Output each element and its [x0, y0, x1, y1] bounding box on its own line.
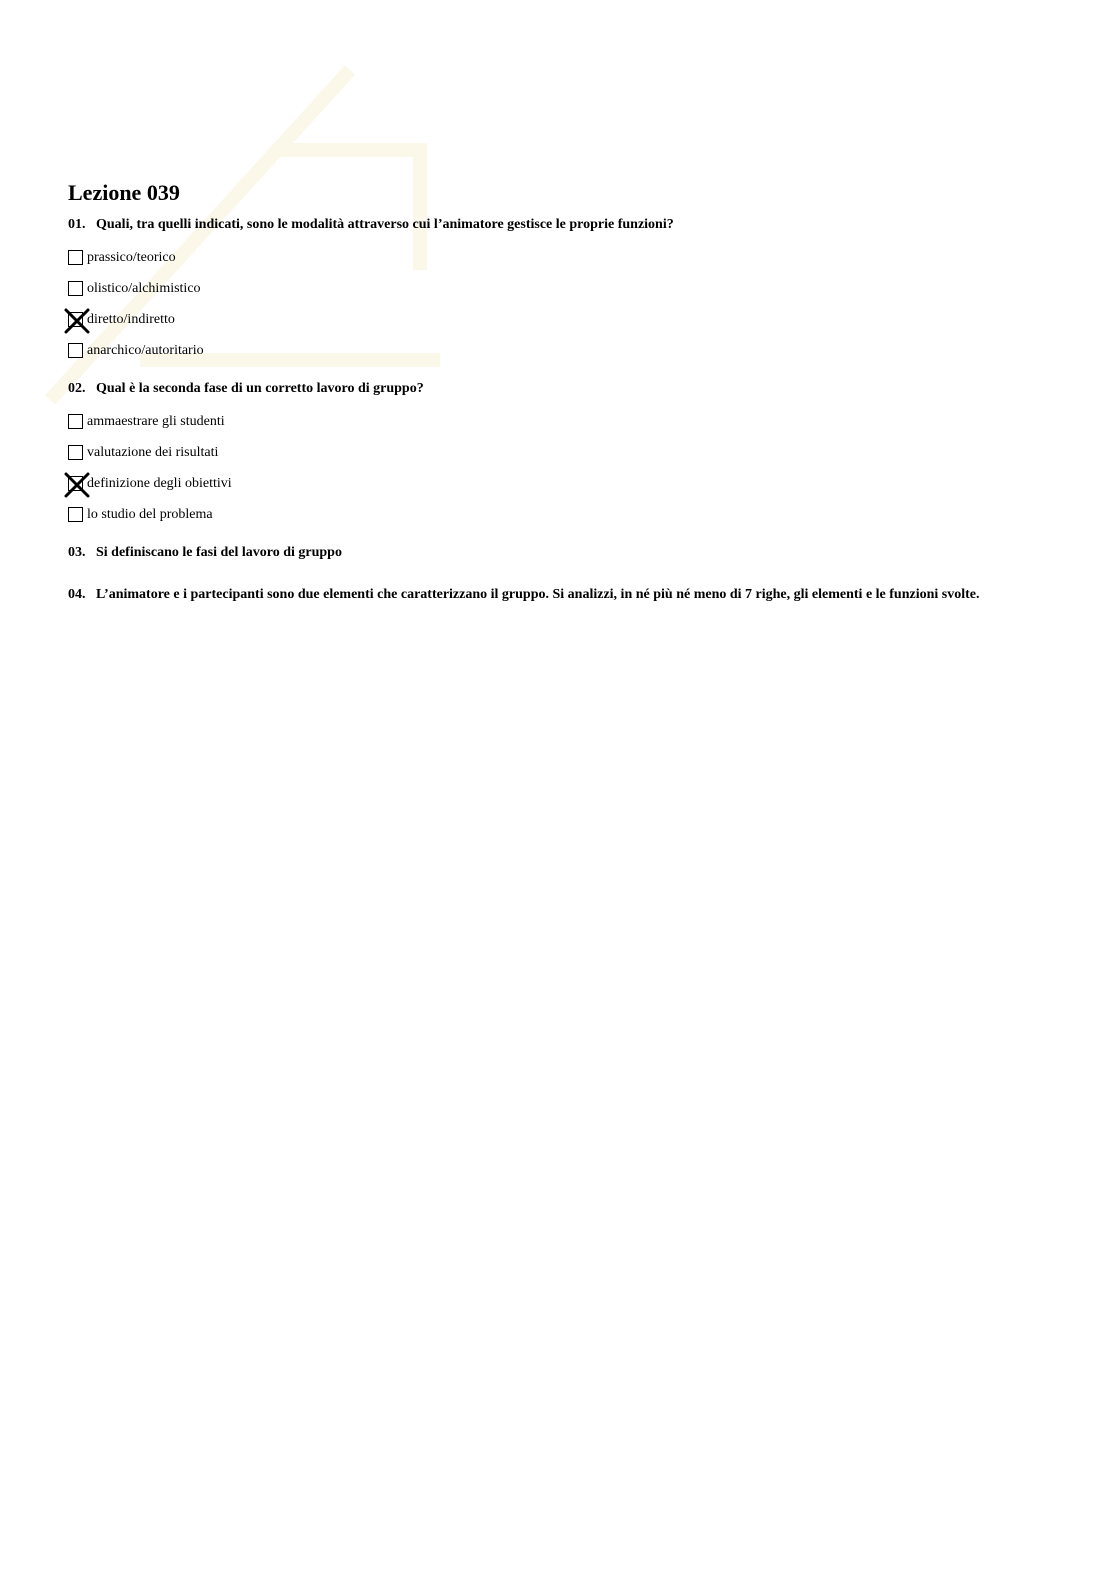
- answer-option[interactable]: [68, 499, 1068, 530]
- question-number: 02.: [68, 381, 86, 396]
- question-block: [68, 380, 1068, 530]
- option-label: lo studio del problema: [87, 506, 213, 522]
- checkbox-icon[interactable]: [68, 281, 83, 296]
- question-prompt: L’animatore e i partecipanti sono due elementi che caratterizzano il gruppo. Si analizzi, in né più né meno di 7 righe, gli elementi e le funzioni svolte.: [96, 587, 980, 602]
- answer-option[interactable]: [68, 437, 1068, 468]
- question-block: [68, 586, 1068, 604]
- option-label: anarchico/autoritario: [87, 342, 204, 358]
- answer-option[interactable]: [68, 273, 1068, 304]
- option-label: ammaestrare gli studenti: [87, 413, 225, 429]
- question-text: [68, 586, 1068, 604]
- question-number: 03.: [68, 545, 86, 560]
- question-number: 04.: [68, 587, 86, 602]
- checkbox-icon[interactable]: [68, 414, 83, 429]
- question-block: [68, 216, 1068, 366]
- question-prompt: Si definiscano le fasi del lavoro di gruppo: [96, 545, 342, 560]
- question-text: [68, 544, 1068, 562]
- option-label: definizione degli obiettivi: [87, 475, 232, 491]
- option-label: diretto/indiretto: [87, 311, 175, 327]
- lesson-title: Lezione 039: [68, 180, 180, 205]
- question-block: [68, 544, 1068, 562]
- question-prompt: Quali, tra quelli indicati, sono le modalità attraverso cui l’animatore gestisce le proprie funzioni?: [96, 217, 674, 232]
- question-number: 01.: [68, 217, 86, 232]
- answer-options: [68, 406, 1068, 530]
- answer-option[interactable]: [68, 242, 1068, 273]
- checkbox-icon[interactable]: [68, 445, 83, 460]
- option-label: olistico/alchimistico: [87, 280, 201, 296]
- question-prompt: Qual è la seconda fase di un corretto lavoro di gruppo?: [96, 381, 424, 396]
- answer-option[interactable]: [68, 304, 1068, 335]
- document-page: [68, 178, 1068, 628]
- option-label: valutazione dei risultati: [87, 444, 219, 460]
- checkbox-icon[interactable]: [68, 507, 83, 522]
- question-text: [68, 380, 1068, 398]
- question-text: [68, 216, 1068, 234]
- answer-option[interactable]: [68, 335, 1068, 366]
- answer-options: [68, 242, 1068, 366]
- option-label: prassico/teorico: [87, 249, 176, 265]
- answer-option[interactable]: [68, 406, 1068, 437]
- cross-mark-icon: [64, 308, 90, 334]
- checkbox-checked-icon[interactable]: [68, 476, 83, 491]
- answer-option[interactable]: [68, 468, 1068, 499]
- checkbox-checked-icon[interactable]: [68, 312, 83, 327]
- checkbox-icon[interactable]: [68, 343, 83, 358]
- cross-mark-icon: [64, 472, 90, 498]
- checkbox-icon[interactable]: [68, 250, 83, 265]
